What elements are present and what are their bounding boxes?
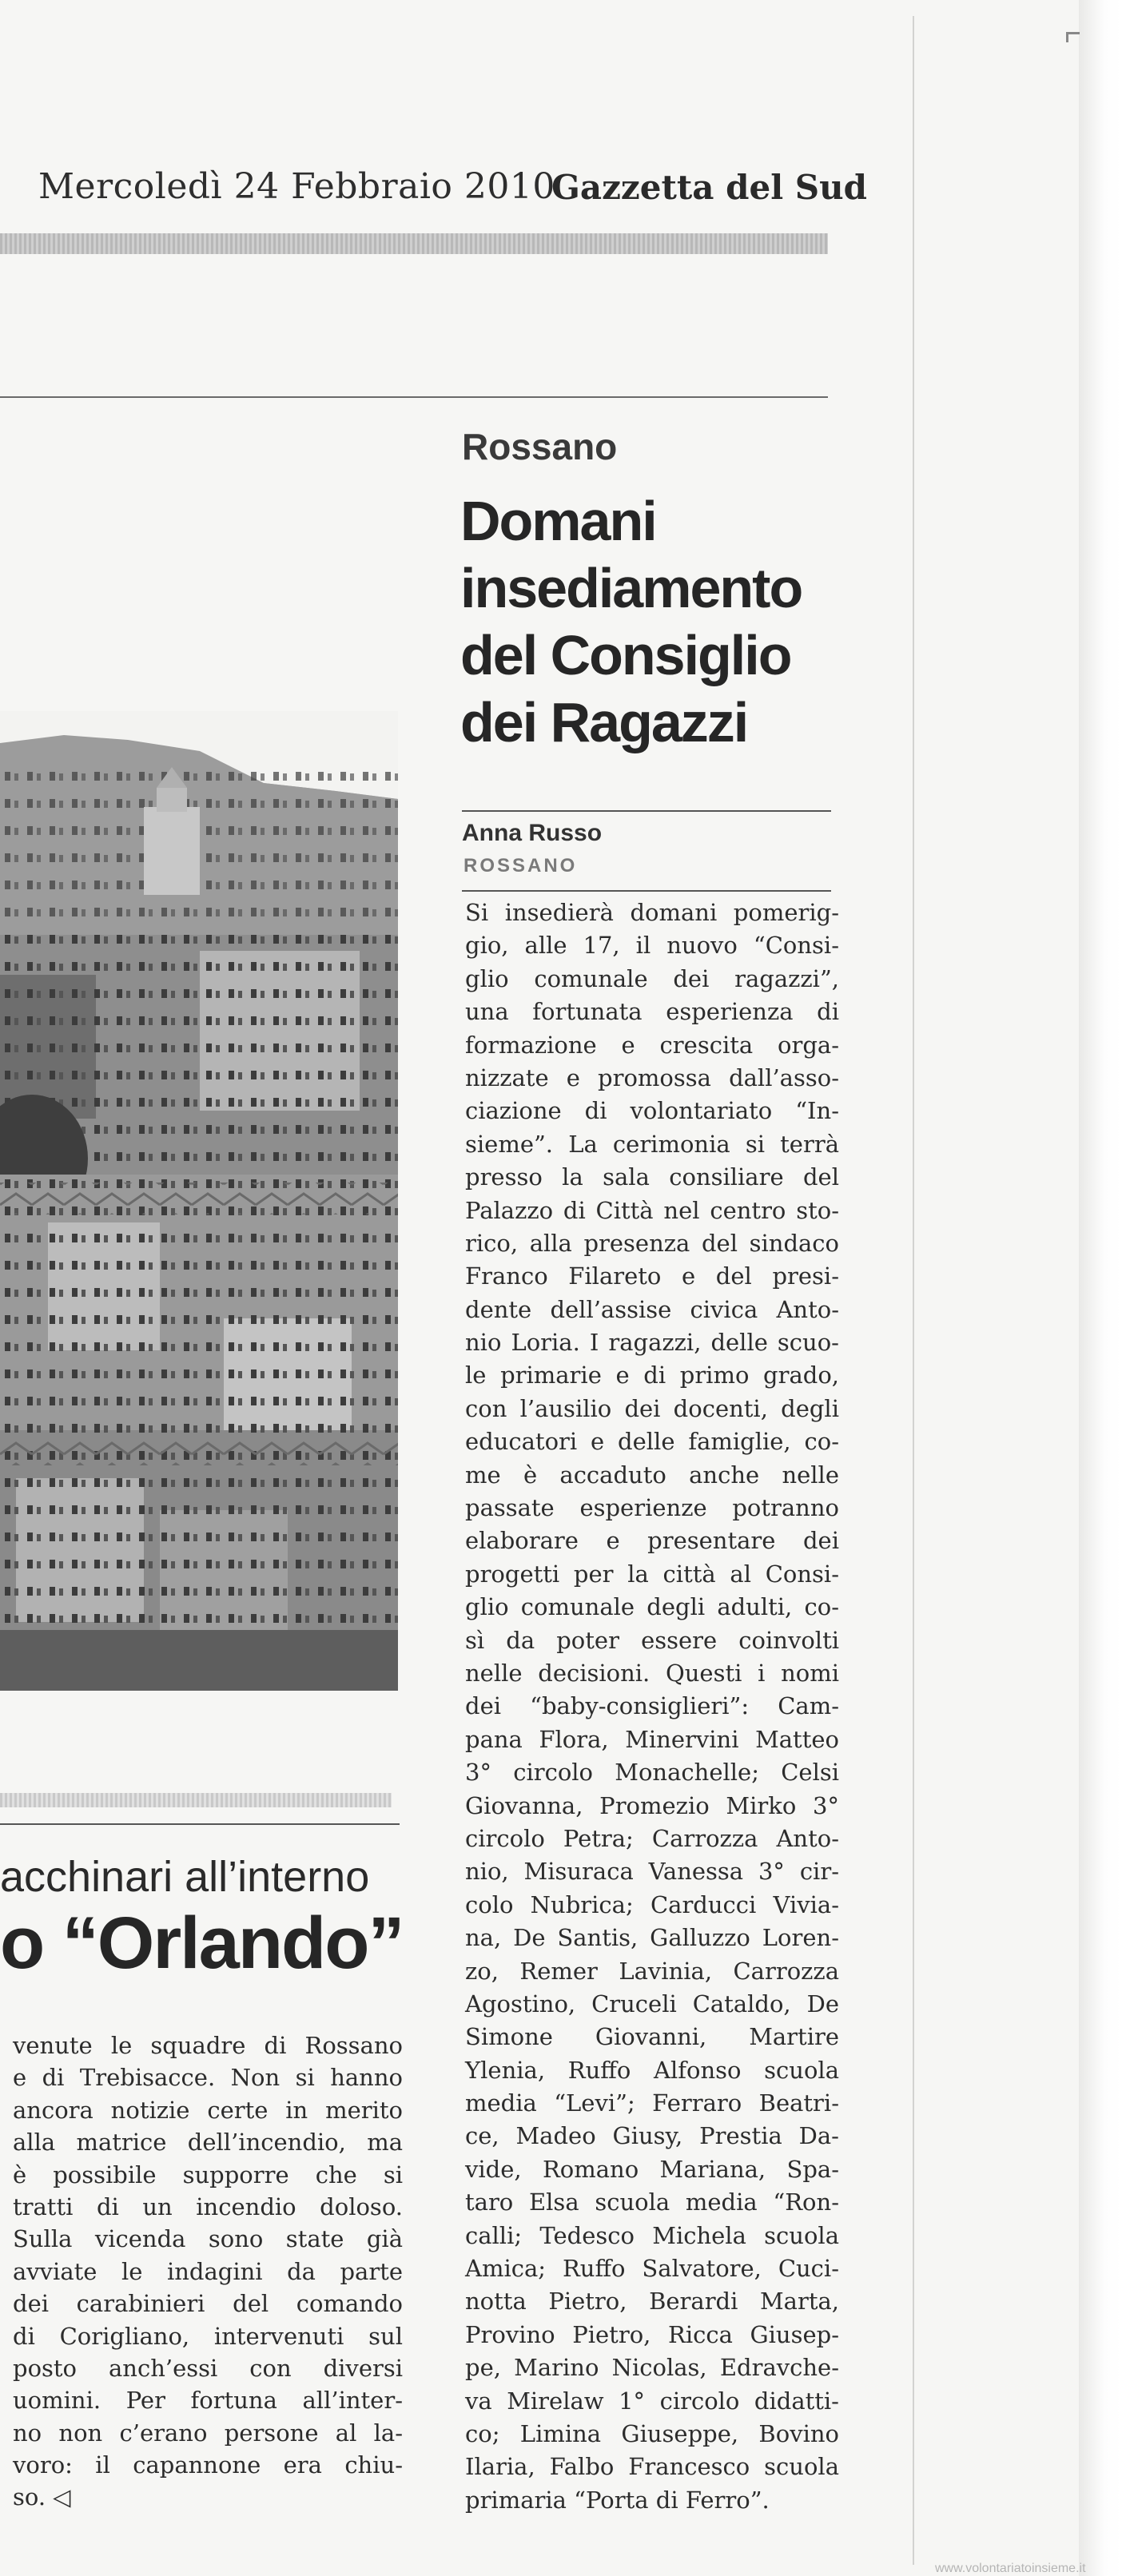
- body-line: calli; Tedesco Michela scuola: [465, 2221, 839, 2249]
- body-line: glio comunale dei ragazzi”,: [465, 964, 839, 992]
- author-byline: Anna Russo: [462, 820, 603, 846]
- bottom-subheadline: acchinari all’interno: [0, 1853, 370, 1901]
- article-body: [465, 896, 839, 2517]
- body-line: so. ◁: [13, 2483, 71, 2511]
- body-line: primaria “Porta di Ferro”.: [465, 2486, 770, 2514]
- headline-line: del Consiglio: [460, 624, 791, 686]
- body-line: Ylenia, Ruffo Alfonso scuola: [465, 2056, 839, 2084]
- article-kicker: Rossano: [462, 426, 618, 467]
- body-line: e di Trebisacce. Non si hanno: [13, 2064, 403, 2092]
- body-line: Giovanna, Promezio Mirko 3°: [465, 1791, 839, 1819]
- body-line: elaborare e presentare dei: [465, 1527, 839, 1555]
- body-line: notta Pietro, Berardi Marta,: [465, 2288, 839, 2316]
- body-line: dei carabinieri del comando: [13, 2290, 403, 2318]
- body-line: ancora notizie certe in merito: [13, 2096, 403, 2124]
- article-headline: [460, 487, 836, 756]
- dateline-place: ROSSANO: [464, 855, 578, 877]
- body-line: circolo Petra; Carrozza Anto-: [465, 1824, 839, 1852]
- body-line: Sulla vicenda sono state già: [13, 2225, 403, 2253]
- body-line: di Corigliano, intervenuti sul: [13, 2322, 403, 2350]
- body-line: na, De Santis, Galluzzo Loren-: [465, 1924, 839, 1952]
- body-line: è possibile supporre che si: [13, 2161, 403, 2188]
- town-photo: [0, 711, 398, 1691]
- headline-line: dei Ragazzi: [460, 691, 748, 753]
- body-line: media “Levi”; Ferraro Beatri-: [465, 2089, 839, 2117]
- body-line: nio Loria. I ragazzi, delle scuo-: [465, 1329, 839, 1357]
- column-rule: [913, 16, 914, 2565]
- body-line: una fortunata esperienza di: [465, 998, 839, 1026]
- body-line: le primarie e di primo grado,: [465, 1362, 839, 1389]
- byline-rule-top: [462, 810, 831, 812]
- body-line: Palazzo di Città nel centro sto-: [465, 1196, 839, 1224]
- body-line: venute le squadre di Rossano: [13, 2032, 403, 2059]
- body-line: glio comunale degli adulti, co-: [465, 1593, 839, 1621]
- body-line: co; Limina Giuseppe, Bovino: [465, 2419, 839, 2447]
- body-line: passate esperienze potranno: [465, 1494, 839, 1522]
- crop-mark: [1066, 32, 1080, 42]
- newspaper-name: Gazzetta del Sud: [551, 168, 868, 207]
- dateline: Mercoledì 24 Febbraio 2010: [38, 166, 555, 207]
- body-line: zo, Remer Lavinia, Carrozza: [465, 1957, 839, 1985]
- scan-edge: [1079, 0, 1122, 2576]
- body-line: nizzate e promossa dall’asso-: [465, 1063, 839, 1091]
- body-line: pe, Marino Nicolas, Edravche-: [465, 2354, 839, 2382]
- headline-line: insediamento: [460, 557, 802, 619]
- section-rule-bottom: [0, 1823, 400, 1825]
- body-line: ciazione di volontariato “In-: [465, 1097, 839, 1125]
- body-line: vide, Romano Mariana, Spa-: [465, 2155, 839, 2183]
- bottom-headline: o “Orlando”: [0, 1902, 404, 1984]
- section-rule: [0, 396, 828, 398]
- body-line: colo Nubrica; Carducci Vivia-: [465, 1890, 839, 1918]
- body-line: pana Flora, Minervini Matteo: [465, 1725, 839, 1753]
- body-line: Ilaria, Falbo Francesco scuola: [465, 2453, 839, 2481]
- header-bar: [0, 233, 828, 254]
- body-line: gio, alle 17, il nuovo “Consi-: [465, 932, 839, 960]
- byline-rule-bottom: [462, 890, 831, 892]
- body-line: nelle decisioni. Questi i nomi: [465, 1659, 839, 1687]
- body-line: ce, Madeo Giusy, Prestia Da-: [465, 2122, 839, 2150]
- body-line: rico, alla presenza del sindaco: [465, 1229, 839, 1257]
- body-line: Agostino, Cruceli Cataldo, De: [465, 1990, 839, 2017]
- body-line: Amica; Ruffo Salvatore, Cuci-: [465, 2255, 839, 2283]
- body-line: uomini. Per fortuna all’inter-: [13, 2387, 403, 2415]
- body-line: Si insedierà domani pomerig-: [465, 899, 839, 926]
- body-line: dente dell’assise civica Anto-: [465, 1295, 839, 1323]
- body-line: posto anch’essi con diversi: [13, 2354, 403, 2382]
- town-photo-graphic: [0, 711, 398, 1691]
- body-line: nio, Misuraca Vanessa 3° cir-: [465, 1858, 839, 1886]
- body-line: progetti per la città al Consi-: [465, 1560, 839, 1588]
- body-line: me è accaduto anche nelle: [465, 1461, 839, 1489]
- bottom-article-body: [13, 2029, 403, 2514]
- body-line: no non c’erano persone al la-: [13, 2419, 403, 2447]
- body-line: tratti di un incendio doloso.: [13, 2192, 403, 2220]
- body-line: sieme”. La cerimonia si terrà: [465, 1130, 839, 1158]
- body-line: alla matrice dell’incendio, ma: [13, 2129, 403, 2157]
- body-line: va Mirelaw 1° circolo didatti-: [465, 2387, 839, 2415]
- body-line: dei “baby-consiglieri”: Cam-: [465, 1692, 839, 1720]
- body-line: voro: il capannone era chiu-: [13, 2451, 403, 2479]
- headline-line: Domani: [460, 490, 656, 552]
- body-line: taro Elsa scuola media “Ron-: [465, 2188, 839, 2216]
- body-line: Simone Giovanni, Martire: [465, 2023, 839, 2051]
- section-hatch: [0, 1793, 392, 1807]
- body-line: Provino Pietro, Ricca Giusep-: [465, 2320, 839, 2348]
- source-watermark: www.volontariatoinsieme.it: [935, 2562, 1086, 2575]
- body-line: Franco Filareto e del presi-: [465, 1262, 839, 1290]
- body-line: sì da poter essere coinvolti: [465, 1626, 839, 1654]
- body-line: formazione e crescita orga-: [465, 1031, 839, 1059]
- body-line: con l’ausilio dei docenti, degli: [465, 1394, 839, 1422]
- body-line: presso la sala consiliare del: [465, 1163, 839, 1191]
- body-line: avviate le indagini da parte: [13, 2257, 403, 2285]
- body-line: 3° circolo Monachelle; Celsi: [465, 1759, 839, 1787]
- body-line: educatori e delle famiglie, co-: [465, 1428, 839, 1456]
